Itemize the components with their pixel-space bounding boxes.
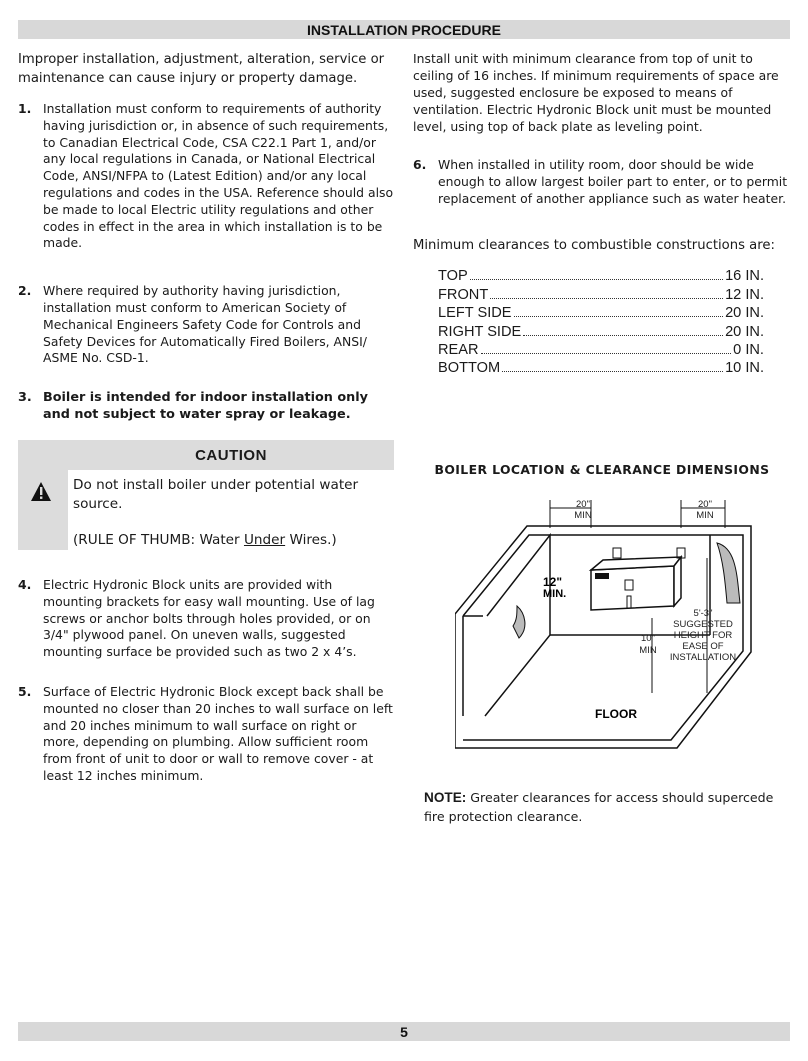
clearance-value: 16 IN. <box>725 268 764 285</box>
clearance-table <box>438 267 791 377</box>
item-number: 1. <box>18 101 32 116</box>
clearance-value: 10 IN. <box>725 360 764 377</box>
item-text: Boiler is intended for indoor installation only and not subject to water spray or leakage. <box>43 390 368 422</box>
clearance-label: LEFT SIDE <box>438 305 512 322</box>
item-number: 5. <box>18 683 32 699</box>
rule-suffix: Wires.) <box>285 532 337 548</box>
list-item-3 <box>18 390 395 424</box>
caution-box <box>18 440 394 550</box>
note-label: NOTE: <box>424 790 467 805</box>
left-20-label: 20" <box>576 499 590 510</box>
right-20-label: 20" <box>698 499 712 510</box>
caution-icon-cell <box>18 440 66 550</box>
clearance-row-left-side <box>438 304 764 322</box>
caution-body <box>68 472 394 550</box>
left-column-lower <box>18 577 395 785</box>
clearance-value: 20 IN. <box>725 305 764 322</box>
right-hatch <box>717 543 740 603</box>
note <box>424 788 790 826</box>
caution-title: CAUTION <box>68 442 394 472</box>
item-number: 6. <box>413 157 427 172</box>
list-item-1 <box>18 101 395 252</box>
caution-line-1: Do not install boiler under potential water source. <box>73 477 359 512</box>
clearance-label: TOP <box>438 268 468 285</box>
clearance-row-rear <box>438 341 764 359</box>
front-12-label: 12" <box>543 575 563 589</box>
clearance-value: 20 IN. <box>725 323 764 340</box>
clearance-value: 0 IN. <box>733 342 764 359</box>
warning-icon <box>18 440 66 550</box>
item-text: Installation must conform to requirements of authority having jurisdiction or, in absence of such requirements, to Canadian Electrical Code, CSA C22.1 Part 1, and/or any local regulations in Canada, or National Electrical Code, ANSI/NFPA to (Latest Edition) and/or any local regulations and codes in the USA. Reference should also be made to local Electric utility regulations and other codes in effect in the area in which installation is to be made. <box>43 101 394 251</box>
clearance-value: 12 IN. <box>725 286 764 303</box>
clearance-paragraph: Install unit with minimum clearance from top of unit to ceiling of 16 inches. If minimum requirements of space are used, suggested enclosure be exposed to means of ventilation. Electric Hydronic Block unit must be mounted level, using top of back plate as leveling point. <box>413 51 779 134</box>
clearance-label: BOTTOM <box>438 360 501 377</box>
left-min-label: MIN <box>574 510 592 521</box>
page-number: 5 <box>18 1022 790 1041</box>
item-text: Surface of Electric Hydronic Block except back shall be mounted no closer than 20 inches to wall surface on left and 20 inches minimum to wall surface on right or more, depending on plumbing. Allow sufficient room from front of unit to door or wall to remove cover - at least 12 inches minimum. <box>43 683 393 783</box>
clearance-diagram <box>455 488 765 753</box>
height-line-3: EASE OF <box>682 641 724 652</box>
bottom-min-label: MIN <box>639 645 657 656</box>
front-min-label: MIN. <box>543 588 567 600</box>
height-line-4: INSTALLATION <box>669 652 737 663</box>
item-text: Where required by authority having jurisdiction, installation must conform to American Society of Mechanical Engineers Safety Code for Controls and Safety Devices for Automatically Fired Boilers, ANSI/ ASME No. CSD-1. <box>43 283 367 366</box>
diagram-title: BOILER LOCATION & CLEARANCE DIMENSIONS <box>434 462 770 477</box>
list-item-4 <box>18 577 395 661</box>
bottom-10-label: 10" <box>641 633 655 644</box>
item-text: Electric Hydronic Block units are provided with mounting brackets for easy wall mounting. Use of lag screws or anchor bolts through holes provided, or on 3/4" plywood panel. On uneven walls, suggested mounting surface be provided such as two 2 x 4’s. <box>43 577 375 660</box>
clearance-label: REAR <box>438 342 479 359</box>
rule-underline: Under <box>243 532 286 548</box>
height-line-1: SUGGESTED <box>673 619 733 630</box>
caution-rule <box>73 531 386 550</box>
left-column <box>18 50 395 424</box>
list-item-5 <box>18 684 395 785</box>
item-number: 4. <box>18 577 32 592</box>
item-number: 2. <box>18 283 32 299</box>
clearance-row-front <box>438 286 764 304</box>
clearance-label: FRONT <box>438 286 489 303</box>
height-value: 5'-3" <box>693 608 713 619</box>
min-clearances-heading: Minimum clearances to combustible constructions are: <box>413 238 775 254</box>
height-line-2: HEIGHT FOR <box>673 630 733 641</box>
right-min-label: MIN <box>696 510 714 521</box>
left-hatch <box>513 606 525 638</box>
clearance-row-right-side <box>438 323 764 341</box>
right-column <box>413 50 791 378</box>
section-header: INSTALLATION PROCEDURE <box>18 20 790 39</box>
note-text: Greater clearances for access should supercede fire protection clearance. <box>424 790 774 824</box>
intro-warning: Improper installation, adjustment, alteration, service or maintenance can cause injury or property damage. <box>18 52 385 86</box>
item-text: When installed in utility room, door should be wide enough to allow largest boiler part to enter, or to permit replacement of another appliance such as water heater. <box>438 157 788 206</box>
list-item-6 <box>413 157 791 207</box>
clearance-row-top <box>438 267 764 285</box>
item-number: 3. <box>18 390 32 406</box>
rule-prefix: (RULE OF THUMB: Water <box>73 532 244 548</box>
floor-label: FLOOR <box>595 707 637 721</box>
list-item-2 <box>18 283 395 367</box>
clearance-label: RIGHT SIDE <box>438 323 522 340</box>
clearance-row-bottom <box>438 359 764 377</box>
boiler-unit <box>591 548 685 610</box>
